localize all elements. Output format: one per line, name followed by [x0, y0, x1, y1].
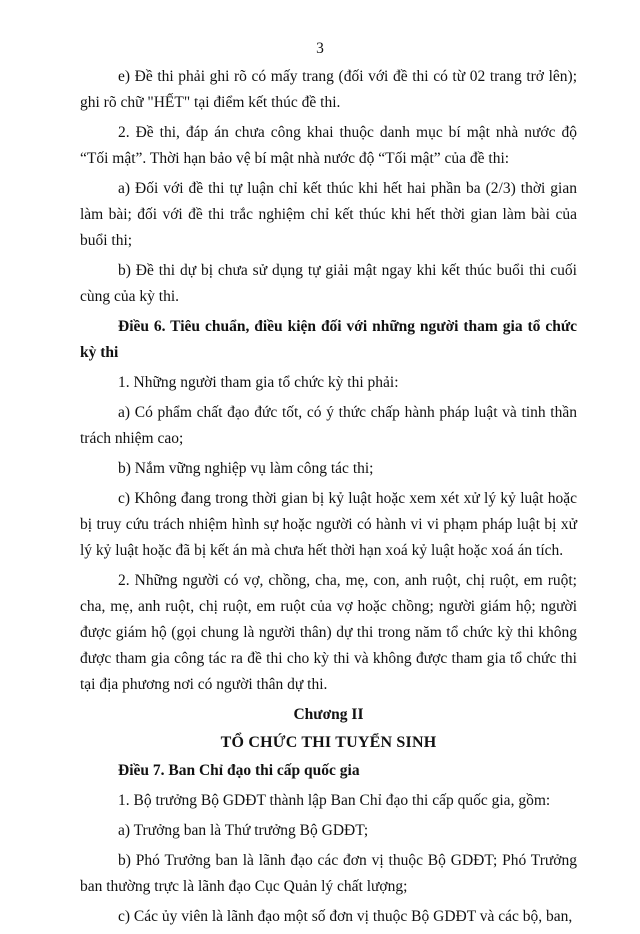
paragraph-2: 2. Đề thi, đáp án chưa công khai thuộc danh mục bí mật nhà nước độ “Tối mật”. Thời hạn bảo vệ bí mật nhà nước độ “Tối mật” của đề thi: — [80, 124, 577, 167]
document-body — [80, 64, 577, 934]
article-6-clause-1b: b) Nắm vững nghiệp vụ làm công tác thi; — [118, 460, 374, 477]
article-6-clause-1a: a) Có phẩm chất đạo đức tốt, có ý thức chấp hành pháp luật và tinh thần trách nhiệm cao; — [80, 404, 577, 447]
article-7-clause-1c: c) Các ủy viên là lãnh đạo một số đơn vị thuộc Bộ GDĐT và các bộ, ban, — [118, 908, 573, 925]
article-7-clause-1a: a) Trưởng ban là Thứ trưởng Bộ GDĐT; — [118, 822, 369, 839]
paragraph-2a: a) Đối với đề thi tự luận chỉ kết thúc khi hết hai phần ba (2/3) thời gian làm bài; đối với đề thi trắc nghiệm chỉ kết thúc khi hết thời gian làm bài của buổi thi; — [80, 180, 577, 249]
page-number: 3 — [316, 40, 324, 57]
chapter-label: Chương II — [293, 706, 364, 723]
article-7-clause-1b: b) Phó Trưởng ban là lãnh đạo các đơn vị thuộc Bộ GDĐT; Phó Trưởng ban thường trực là lãnh đạo Cục Quản lý chất lượng; — [80, 852, 577, 895]
paragraph-2b: b) Đề thi dự bị chưa sử dụng tự giải mật ngay khi kết thúc buổi thi cuối cùng của kỳ thi. — [80, 262, 577, 305]
paragraph-1e: e) Đề thi phải ghi rõ có mấy trang (đối với đề thi có từ 02 trang trở lên); ghi rõ chữ "HẾT" tại điểm kết thúc đề thi. — [80, 68, 577, 111]
article-6-heading: Điều 6. Tiêu chuẩn, điều kiện đối với những người tham gia tổ chức kỳ thi — [80, 318, 577, 361]
chapter-title: TỔ CHỨC THI TUYỂN SINH — [220, 734, 437, 751]
article-7-clause-1: 1. Bộ trưởng Bộ GDĐT thành lập Ban Chỉ đạo thi cấp quốc gia, gồm: — [118, 792, 551, 809]
article-6-clause-1: 1. Những người tham gia tổ chức kỳ thi phải: — [118, 374, 399, 391]
article-7-heading: Điều 7. Ban Chỉ đạo thi cấp quốc gia — [118, 762, 360, 779]
article-6-clause-2: 2. Những người có vợ, chồng, cha, mẹ, con, anh ruột, chị ruột, em ruột; cha, mẹ, anh ruột, chị ruột, em ruột của vợ hoặc chồng; người giám hộ; người được giám hộ (gọi chung là người thân) dự thi trong năm tổ chức kỳ thi không được tham gia công tác ra đề thi cho kỳ thi và không được tham gia tổ chức thi tại địa phương nơi có người thân dự thi. — [80, 572, 577, 693]
article-6-clause-1c: c) Không đang trong thời gian bị kỷ luật hoặc xem xét xử lý kỷ luật hoặc bị truy cứu trách nhiệm hình sự hoặc người có hành vi vi phạm pháp luật bị xử lý kỷ luật hoặc đã bị kết án mà chưa hết thời hạn xoá kỷ luật hoặc xoá án tích. — [80, 490, 577, 559]
